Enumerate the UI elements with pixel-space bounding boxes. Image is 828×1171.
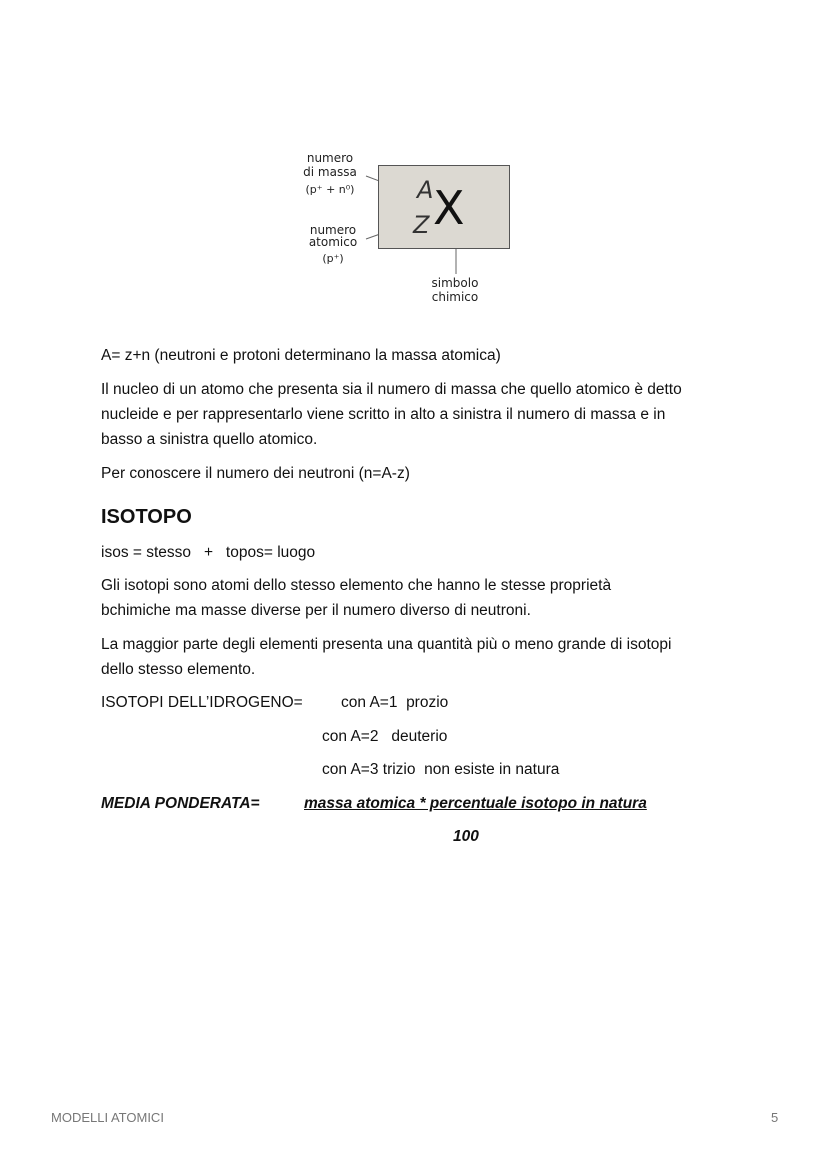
nucleus-paragraph-line-2: nucleide e per rappresentarlo viene scritto in alto a sinistra il numero di massa e in: [101, 406, 666, 423]
mass-label-line-1: numero: [306, 151, 354, 165]
hydrogen-isotope-deuterium: con A=2 deuterio: [322, 728, 448, 745]
chemical-symbol-label: [422, 276, 488, 304]
majority-paragraph-line-2: dello stesso elemento.: [101, 661, 256, 678]
element-symbol: X: [433, 181, 465, 235]
weighted-average-label: MEDIA PONDERATA=: [101, 795, 260, 812]
nuclide-diagram: [296, 150, 516, 310]
mass-number-label: [298, 151, 362, 197]
atomic-label-line-3: (p⁺): [322, 252, 344, 265]
mass-number-symbol: A: [417, 176, 434, 204]
hydrogen-isotope-protium: con A=1 prozio: [341, 694, 449, 711]
etymology-line: isos = stesso + topos= luogo: [101, 544, 316, 561]
nucleus-paragraph-line-1: Il nucleo di un atomo che presenta sia il numero di massa che quello atomico è detto: [101, 381, 682, 398]
atomic-number-symbol: Z: [413, 211, 430, 239]
atomic-label-line-2: atomico: [308, 235, 358, 249]
hydrogen-isotope-tritium: con A=3 trizio non esiste in natura: [322, 761, 560, 778]
majority-paragraph-line-1: La maggior parte degli elementi presenta una quantità più o meno grande di isotopi: [101, 636, 672, 653]
isotopes-paragraph-line-1: Gli isotopi sono atomi dello stesso elemento che hanno le stesse proprietà: [101, 577, 612, 594]
mass-label-line-2: di massa: [303, 165, 357, 179]
neutrons-paragraph: Per conoscere il numero dei neutroni (n=A-z): [101, 465, 410, 482]
mass-label-line-3: (p⁺ + n⁰): [305, 183, 355, 196]
page-number: 5: [771, 1110, 779, 1125]
footer-title: MODELLI ATOMICI: [51, 1110, 164, 1125]
atomic-label-line-1: numero: [309, 223, 357, 237]
isotopo-heading: ISOTOPO: [101, 506, 192, 528]
symbol-label-line-2: chimico: [431, 290, 479, 304]
weighted-average-denominator: 100: [453, 828, 479, 845]
nucleus-paragraph-line-3: basso a sinistra quello atomico.: [101, 431, 318, 448]
formula-line: A= z+n (neutroni e protoni determinano la massa atomica): [101, 347, 501, 364]
hydrogen-isotopes-label: ISOTOPI DELL’IDROGENO=: [101, 694, 303, 711]
atomic-number-label: [300, 224, 366, 265]
isotopes-paragraph-line-2: bchimiche ma masse diverse per il numero diverso di neutroni.: [101, 602, 531, 619]
symbol-label-line-1: simbolo: [431, 276, 479, 290]
weighted-average-numerator: massa atomica * percentuale isotopo in natura: [304, 795, 647, 812]
symbol-box: [378, 165, 510, 249]
